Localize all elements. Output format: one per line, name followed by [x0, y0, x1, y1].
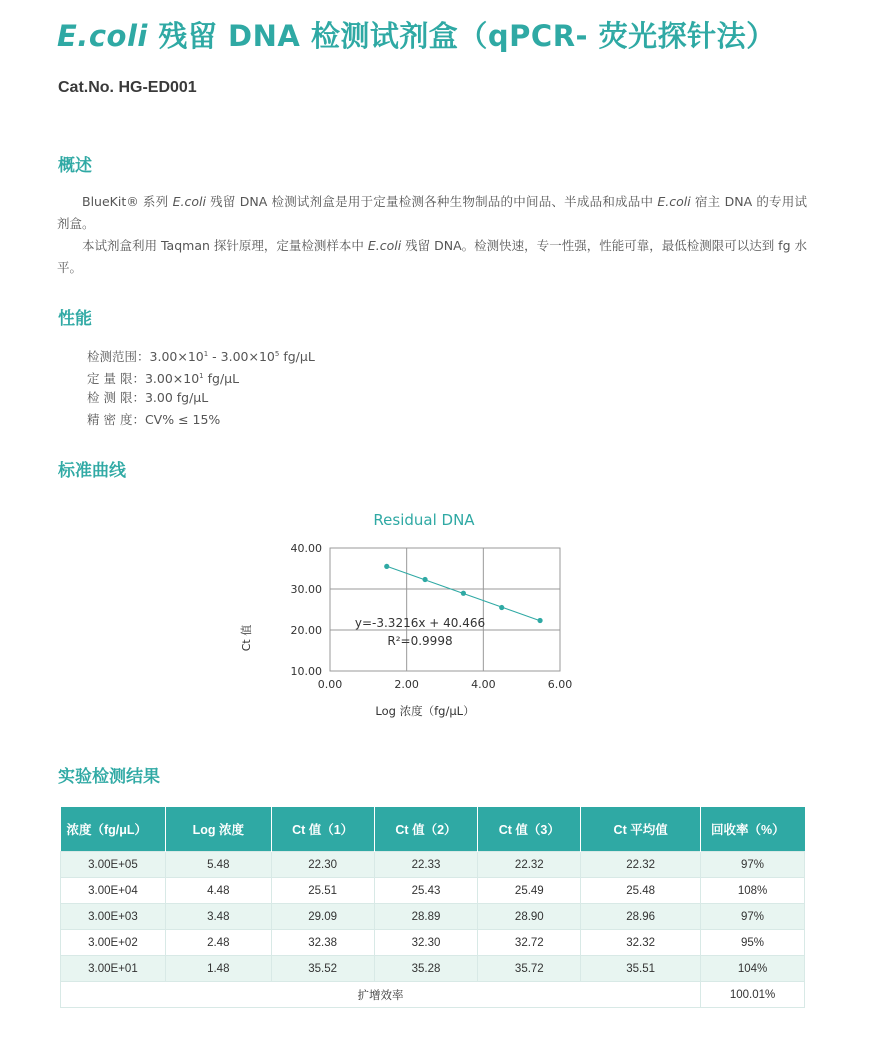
table-cell: 95%	[701, 930, 805, 956]
y-tick-label: 20.00	[290, 624, 322, 637]
table-row	[61, 852, 805, 878]
table-cell: 29.09	[271, 904, 374, 930]
table-cell: 35.52	[271, 956, 374, 982]
table-cell: 22.33	[374, 852, 478, 878]
data-point	[461, 591, 466, 596]
table-cell: 25.51	[271, 878, 374, 904]
table-cell: 3.00E+01	[61, 956, 166, 982]
data-point	[422, 577, 427, 582]
table-cell: 3.00E+05	[61, 852, 166, 878]
column-header: Log 浓度	[165, 807, 271, 852]
table-cell: 35.72	[478, 956, 581, 982]
table-cell: 22.32	[581, 852, 701, 878]
performance-item-loq: 定 量 限：$3.00\times 10^1$ fg/μL	[87, 371, 240, 387]
section-heading-results: 实验检测结果	[58, 767, 160, 787]
table-cell: 25.49	[478, 878, 581, 904]
table-cell: 35.51	[581, 956, 701, 982]
table-cell: 32.72	[478, 930, 581, 956]
y-tick-label: 10.00	[290, 665, 322, 678]
column-header: Ct 值（1）	[271, 807, 374, 852]
table-cell: 32.38	[271, 930, 374, 956]
table-cell: 2.48	[165, 930, 271, 956]
overview-text	[57, 191, 807, 279]
column-header: Ct 平均值	[581, 807, 701, 852]
efficiency-row	[61, 982, 805, 1008]
performance-list	[87, 343, 315, 431]
table-cell: 22.32	[478, 852, 581, 878]
table-cell: 4.48	[165, 878, 271, 904]
table-cell: 28.90	[478, 904, 581, 930]
table-cell: 3.00E+04	[61, 878, 166, 904]
table-cell: 97%	[701, 904, 805, 930]
efficiency-value: 100.01%	[701, 982, 805, 1008]
page-title: E.coli 残留 DNA 检测试剂盒（qPCR- 荧光探针法）	[57, 19, 776, 53]
table-cell: 25.48	[581, 878, 701, 904]
table-cell: 3.00E+03	[61, 904, 166, 930]
overview-paragraph-1: BlueKit® 系列 E.coli 残留 DNA 检测试剂盒是用于定量检测各种生物制品的中间品、半成品和成品中 E.coli 宿主 DNA 的专用试剂盒。	[57, 194, 807, 231]
table-row	[61, 878, 805, 904]
table-cell: 28.89	[374, 904, 478, 930]
performance-item-lod: 检 测 限：3.00 fg/μL	[87, 390, 209, 405]
r-squared: R²=0.9998	[387, 634, 453, 648]
table-cell: 104%	[701, 956, 805, 982]
table-cell: 108%	[701, 878, 805, 904]
results-table	[60, 807, 805, 1008]
y-tick-label: 40.00	[290, 542, 322, 555]
table-cell: 3.48	[165, 904, 271, 930]
column-header: Ct 值（2）	[374, 807, 478, 852]
table-header-row	[61, 807, 805, 852]
chart-grid	[330, 548, 560, 671]
column-header: 回收率（%）	[701, 807, 805, 852]
performance-item-precision: 精 密 度：CV% ≤ 15%	[87, 412, 221, 427]
table-cell: 32.30	[374, 930, 478, 956]
x-tick-label: 2.00	[394, 678, 419, 691]
column-header: 浓度（fg/μL）	[61, 807, 166, 852]
table-cell: 3.00E+02	[61, 930, 166, 956]
efficiency-label: 扩增效率	[61, 982, 701, 1008]
catalog-number: Cat.No. HG-ED001	[58, 79, 197, 96]
x-tick-label: 4.00	[471, 678, 496, 691]
overview-paragraph-2: 本试剂盒利用 Taqman 探针原理，定量检测样本中 E.coli 残留 DNA。检测快速，专一性强，性能可靠，最低检测限可以达到 fg 水平。	[57, 238, 807, 275]
section-heading-performance: 性能	[58, 309, 92, 329]
x-tick-label: 6.00	[547, 678, 573, 691]
data-point	[537, 618, 542, 623]
section-heading-curve: 标准曲线	[58, 461, 126, 481]
table-cell: 35.28	[374, 956, 478, 982]
table-cell: 97%	[701, 852, 805, 878]
data-point	[384, 564, 389, 569]
data-point	[499, 605, 504, 610]
table-cell: 22.30	[271, 852, 374, 878]
x-axis-label: Log 浓度（fg/μL）	[375, 704, 475, 718]
table-row	[61, 956, 805, 982]
chart-points	[384, 564, 543, 623]
table-cell: 28.96	[581, 904, 701, 930]
table-cell: 32.32	[581, 930, 701, 956]
table-cell: 5.48	[165, 852, 271, 878]
table-row	[61, 904, 805, 930]
y-axis-label: Ct 值	[240, 624, 253, 652]
standard-curve-chart	[230, 500, 630, 730]
column-header: Ct 值（3）	[478, 807, 581, 852]
x-tick-label: 0.00	[317, 678, 343, 691]
y-tick-label: 30.00	[290, 583, 322, 596]
table-cell: 25.43	[374, 878, 478, 904]
table-row	[61, 930, 805, 956]
plot-frame	[330, 548, 560, 671]
section-heading-overview: 概述	[58, 156, 92, 176]
trend-equation: y=-3.3216x + 40.466	[354, 616, 486, 630]
performance-item-range: 检测范围：$3.00\times 10^1 - 3.00\times 10^5$ fg/μL	[87, 349, 315, 365]
table-cell: 1.48	[165, 956, 271, 982]
chart-title: Residual DNA	[373, 511, 475, 529]
